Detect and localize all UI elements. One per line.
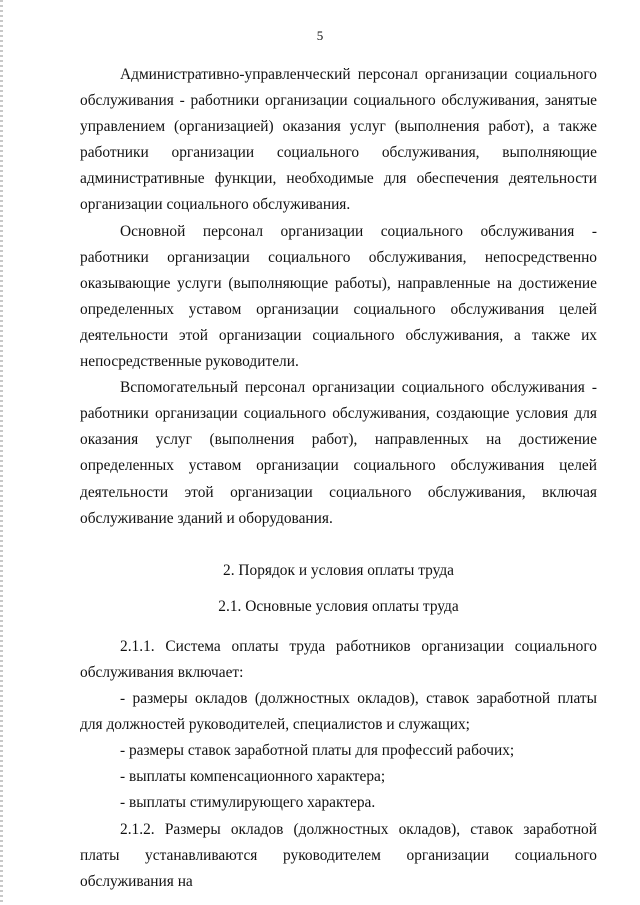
scan-edge-line <box>0 0 3 905</box>
section-heading: 2. Порядок и условия оплаты труда <box>223 561 454 579</box>
list-item: - выплаты компенсационного характера; <box>120 768 386 786</box>
paragraph-auxiliary-staff: Вспомогательный персонал организации социального обслуживания - работники организации социального обслуживания, создающие условия для оказания услуг (выполнения работ), направленных на достижение определенных уставом организации социального обслуживания целей деятельности этой организации социального обслуживания, включая обслуживание зданий и оборудования. <box>80 379 597 527</box>
clause-2-1-2: 2.1.2. Размеры окладов (должностных окладов), ставок заработной платы устанавливаются руководителем организации социального обслуживания на <box>80 820 597 890</box>
subsection-heading: 2.1. Основные условия оплаты труда <box>218 597 459 615</box>
paragraph-admin-staff: Административно-управленческий персонал организации социального обслуживания - работники организации социального обслуживания, занятые управлением (организацией) оказания услуг (выполнения работ), а также работники организации социального обслуживания, выполняющие административные функции, необходимые для обеспечения деятельности организации социального обслуживания. <box>80 66 597 214</box>
list-item: - выплаты стимулирующего характера. <box>120 794 376 812</box>
page-number: 5 <box>316 28 324 43</box>
paragraph-main-staff: Основной персонал организации социального обслуживания - работники организации социального обслуживания, непосредственно оказывающие услуги (выполняющие работы), направленные на достижение определенных уставом организации социального обслуживания целей деятельности этой организации социального обслуживания, а также их непосредственные руководители. <box>80 222 597 371</box>
document-body <box>80 62 597 895</box>
list-item: - размеры ставок заработной платы для профессий рабочих; <box>120 742 515 760</box>
list-item: - размеры окладов (должностных окладов), ставок заработной платы для должностей руководителей, специалистов и служащих; <box>80 690 597 734</box>
clause-2-1-1-intro: 2.1.1. Система оплаты труда работников организации социального обслуживания включает: <box>80 637 597 681</box>
